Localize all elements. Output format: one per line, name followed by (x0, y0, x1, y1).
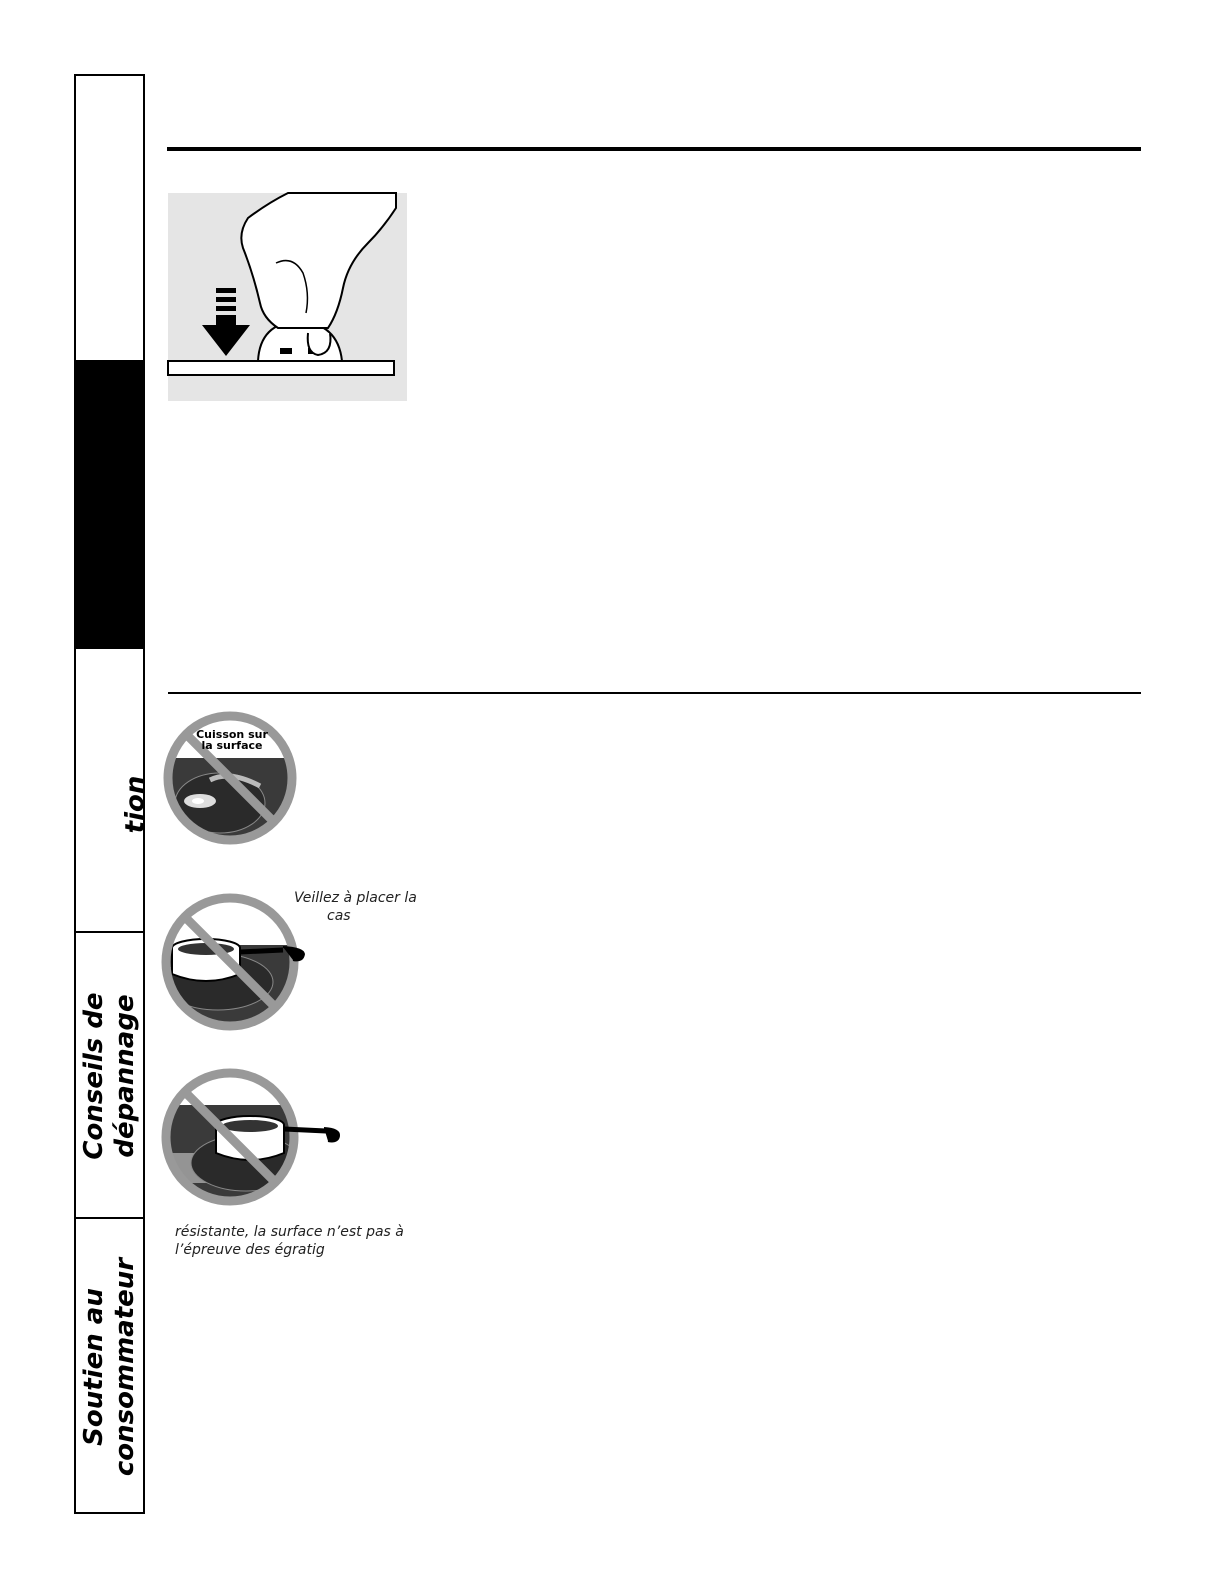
scratch-caption-line-2: l’épreuve des égratig (175, 1242, 325, 1258)
section-rule-top (167, 147, 1141, 151)
no-cooking-on-surface-icon (160, 708, 300, 848)
badge-line-1: Cuisson sur (196, 728, 268, 741)
tab-1[interactable] (76, 76, 143, 362)
overhang-caption-line-1: Veillez à placer la (294, 890, 417, 906)
tab-4-label: Conseils de dépannage (79, 992, 140, 1160)
tab-2[interactable] (76, 362, 143, 649)
knob-push-icon (168, 193, 407, 401)
tab-5-label: Soutien au consommateur (79, 1257, 140, 1477)
side-tab-column (74, 74, 151, 1514)
tab-3[interactable] (76, 649, 151, 933)
no-pan-overhang-icon (158, 890, 308, 1035)
overhang-caption-line-2: cas (327, 908, 351, 924)
badge-line-2: la surface (201, 739, 263, 752)
tab-3-label: tion (120, 775, 151, 834)
tab-4[interactable] (76, 933, 143, 1219)
section-rule-middle (168, 692, 1141, 694)
tab-5[interactable] (76, 1219, 143, 1516)
scratch-caption-line-1: résistante, la surface n’est pas à (175, 1224, 404, 1240)
no-pan-sliding-icon (158, 1065, 343, 1210)
